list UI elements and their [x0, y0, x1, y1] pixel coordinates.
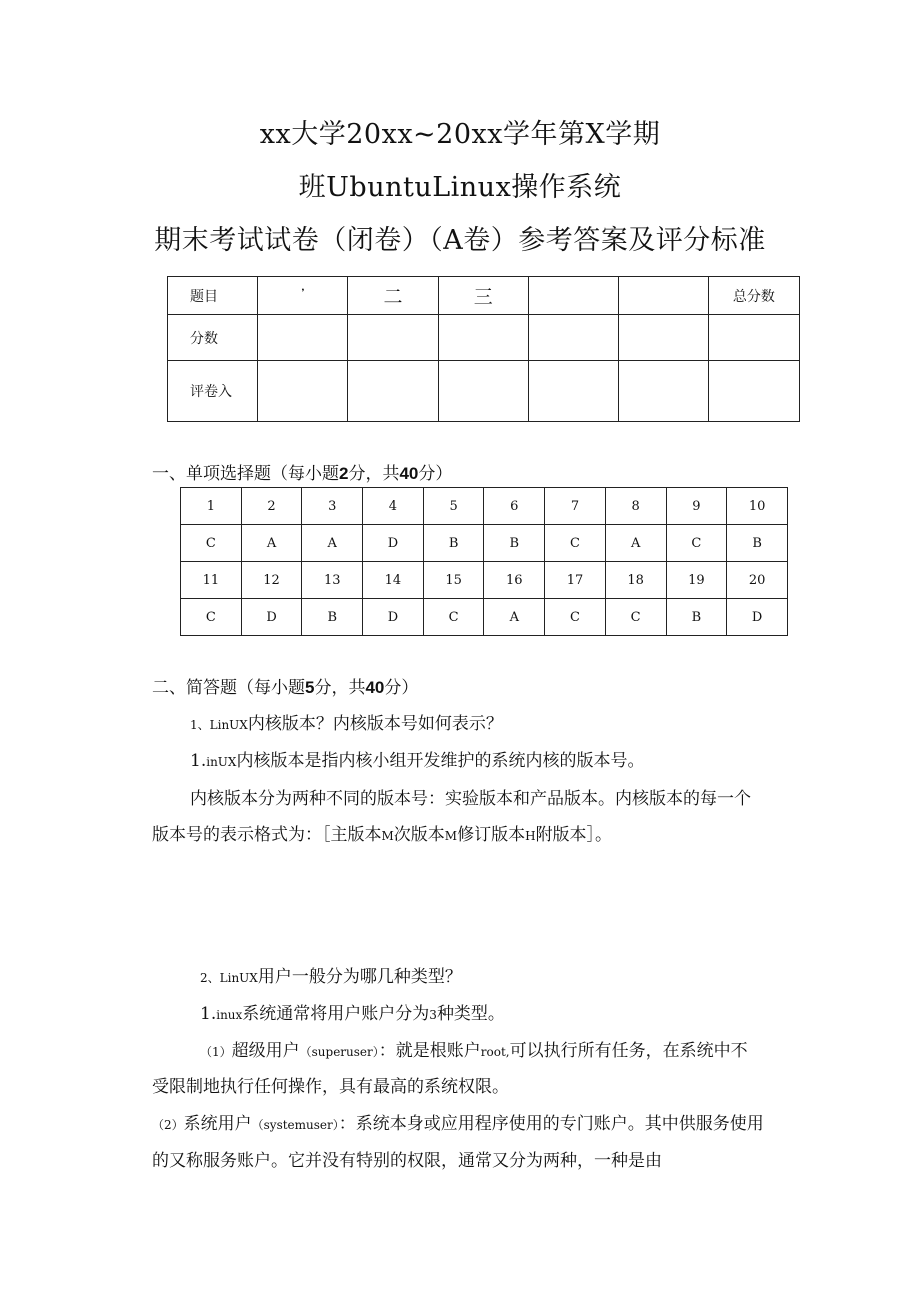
q1-answer-line2: 内核版本分为两种不同的版本号：实验版本和产品版本。内核版本的每一个: [190, 789, 751, 809]
answer-table-row: 11 12 13 14 15 16 17 18 19 20: [181, 562, 788, 599]
score-cell-q3: 三: [438, 277, 528, 315]
grader-row-label: 评卷入: [168, 361, 258, 422]
answer-table-row: 1 2 3 4 5 6 7 8 9 10: [181, 488, 788, 525]
q2-item2-line2: 的又称服务账户。它并没有特别的权限，通常又分为两种，一种是由: [152, 1151, 662, 1171]
score-cell-total: 总分数: [708, 277, 799, 315]
answer-table-row: C D B D C A C C B D: [181, 599, 788, 636]
score-cell-q1: ᾿: [258, 277, 348, 315]
score-table-grader-row: [168, 361, 800, 422]
q1-answer-line1: 1.inUX内核版本是指内核小组开发维护的系统内核的版本号。: [190, 751, 645, 771]
q2-item2-line1: （2）系统用户（systemuser）：系统本身或应用程序使用的专门账户。其中供服务使用: [152, 1114, 764, 1134]
score-table: [167, 276, 800, 422]
doc-title-line2: 班UbuntuLinux操作系统: [298, 172, 622, 203]
score-table-score-row: [168, 315, 800, 361]
score-cell-q5: [618, 277, 708, 315]
q2-question: 2、LinUX用户一般分为哪几种类型？: [200, 967, 462, 987]
score-cell-q2: 二: [348, 277, 438, 315]
doc-title-line3: 期末考试试卷（闭卷）（A卷）参考答案及评分标准: [154, 225, 766, 256]
score-table-header-row: [168, 277, 800, 315]
score-row-label: 分数: [168, 315, 258, 361]
answer-table: [180, 487, 788, 636]
score-cell-topic: 题目: [168, 277, 258, 315]
q2-item1-line1: （1）超级用户（superuser）：就是根账户root,可以执行所有任务，在系统中不: [200, 1041, 748, 1061]
section2-heading: 二、简答题（每小题5分，共40分）: [152, 678, 419, 698]
q1-answer-line3: 版本号的表示格式为：［主版本M次版本M修订版本H附版本］。: [152, 825, 613, 845]
q1-question: 1、LinUX内核版本？内核版本号如何表示？: [190, 714, 503, 734]
score-cell-q4: [528, 277, 618, 315]
q2-item1-line2: 受限制地执行任何操作，具有最高的系统权限。: [152, 1077, 509, 1097]
section1-heading: 一、单项选择题（每小题2分，共40分）: [152, 464, 453, 484]
q2-answer-line1: 1.inux系统通常将用户账户分为3种类型。: [200, 1004, 505, 1024]
doc-title-line1: xx大学20xx~20xx学年第X学期: [259, 119, 661, 150]
answer-table-row: C A A D B B C A C B: [181, 525, 788, 562]
